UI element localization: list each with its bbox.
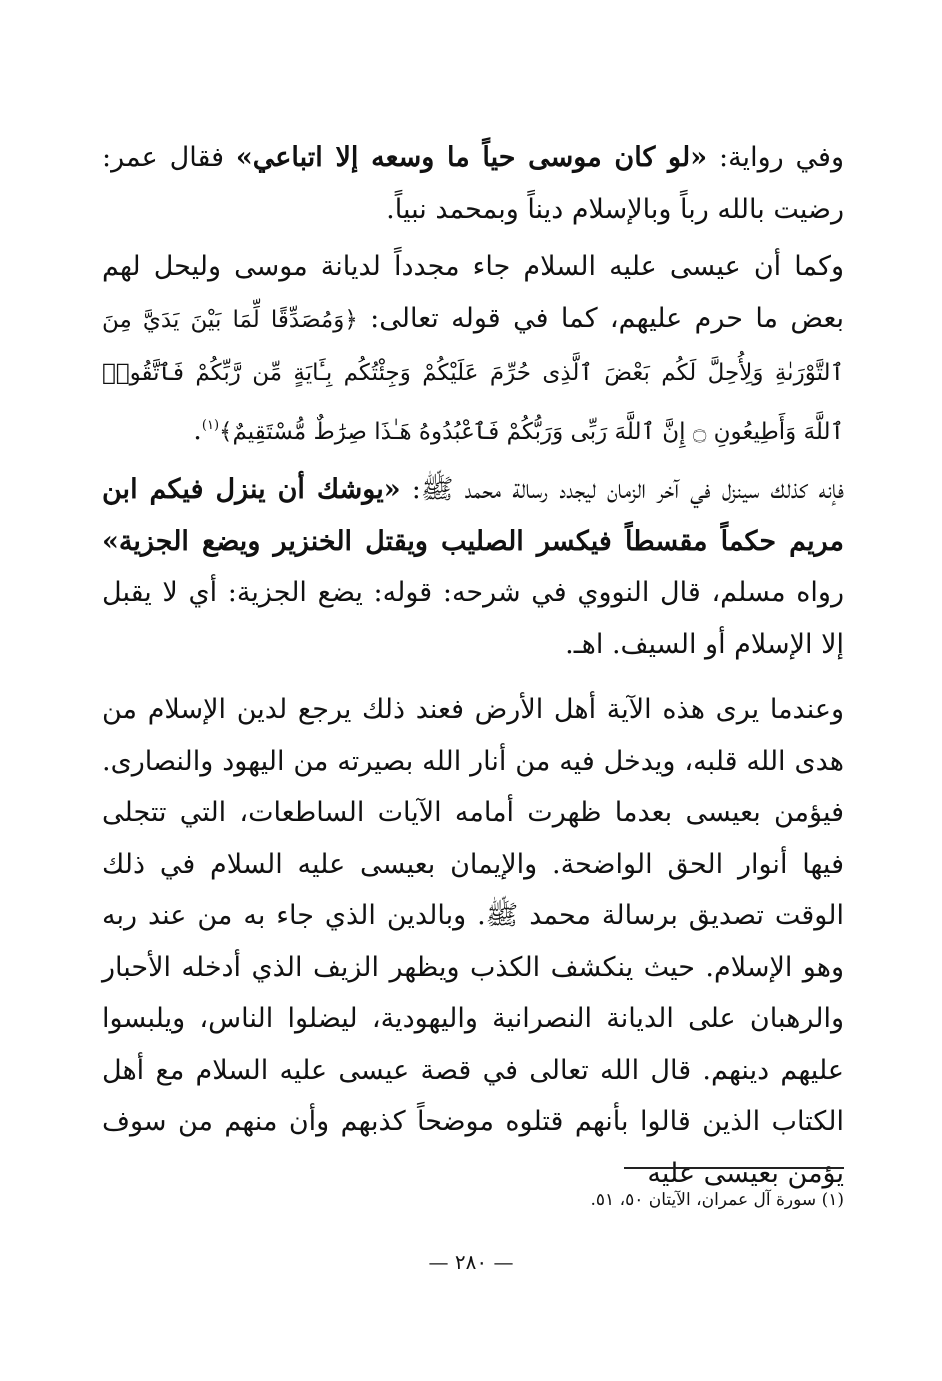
paragraph-2-end: .: [193, 414, 202, 446]
paragraph-3-rest: رواه مسلم، قال النووي في شرحه: قوله: يضع الجزية: أي لا يقبل إلا الإسلام أو السيف. اهـ.: [102, 577, 844, 660]
quran-verse: ﴿وَمُصَدِّقًا لِّمَا بَيْنَ يَدَيَّ مِنَ ٱلتَّوْرَىٰةِ وَلِأُحِلَّ لَكُم بَعْضَ ٱلَّذِى حُرِّمَ عَلَيْكُمْ وَجِئْتُكُم بِـَٔايَةٍ مِّن رَّبِّكُمْ فَٱتَّقُوا۟ ٱللَّهَ وَأَطِيعُونِ ۝ إِنَّ ٱللَّهَ رَبِّى وَرَبُّكُمْ فَٱعْبُدُوهُ هَـٰذَا صِرَٰطٌ مُّسْتَقِيمٌ﴾: [102, 306, 845, 445]
paragraph-1-rest: فقال عمر: رضيت بالله رباً وبالإسلام ديناً وبمحمد نبياً.: [102, 142, 844, 225]
footnote: [144, 1190, 844, 1210]
paragraph-2: [102, 241, 844, 458]
footnote-text: سورة آل عمران، الآيتان ٥٠، ٥١.: [590, 1190, 817, 1210]
page-number: — ٢٨٠ —: [428, 1250, 514, 1274]
footnote-reference: (١): [201, 417, 220, 433]
paragraph-3-intro: فإنه كذلك سينزل في آخر الزمان ليجدد رسالة محمد ﷺ:: [400, 474, 844, 505]
footnote-marker: (١): [821, 1190, 844, 1210]
paragraph-1-intro: وفي رواية:: [707, 142, 844, 173]
paragraph-3: [102, 464, 844, 670]
hadith-quote-2: «يوشك أن ينزل فيكم ابن مريم حكماً مقسطاً فيكسر الصليب ويقتل الخنزير ويضع الجزية»: [102, 474, 844, 557]
paragraph-4: وعندما يرى هذه الآية أهل الأرض فعند ذلك يرجع لدين الإسلام من هدى الله قلبه، ويدخل فيه من أنار الله بصيرته من اليهود والنصارى. فيؤمن بعيسى بعدما ظهرت أمامه الآيات الساطعات، التي تتجلى فيها أنوار الحق الواضحة. والإيمان بعيسى عليه السلام في ذلك الوقت تصديق برسالة محمد ﷺ. وبالدين الذي جاء به من عند ربه وهو الإسلام. حيث ينكشف الكذب ويظهر الزيف الذي أدخله الأحبار والرهبان على الديانة النصرانية واليهودية، ليضلوا الناس، ويلبسوا عليهم دينهم. قال الله تعالى في قصة عيسى عليه السلام مع أهل الكتاب الذين قالوا بأنهم قتلوه موضحاً كذبهم وأن منهم من سوف يؤمن بعيسى عليه: [102, 694, 844, 1189]
body-text: [102, 132, 844, 1199]
paragraph-1: [102, 132, 844, 235]
paragraph-2-intro: وكما أن عيسى عليه السلام جاء مجدداً لديانة موسى وليحل لهم بعض ما حرم عليهم، كما في قوله تعالى:: [102, 251, 844, 334]
hadith-quote-1: «لو كان موسى حياً ما وسعه إلا اتباعي»: [235, 142, 708, 173]
footnote-divider: [624, 1167, 844, 1169]
